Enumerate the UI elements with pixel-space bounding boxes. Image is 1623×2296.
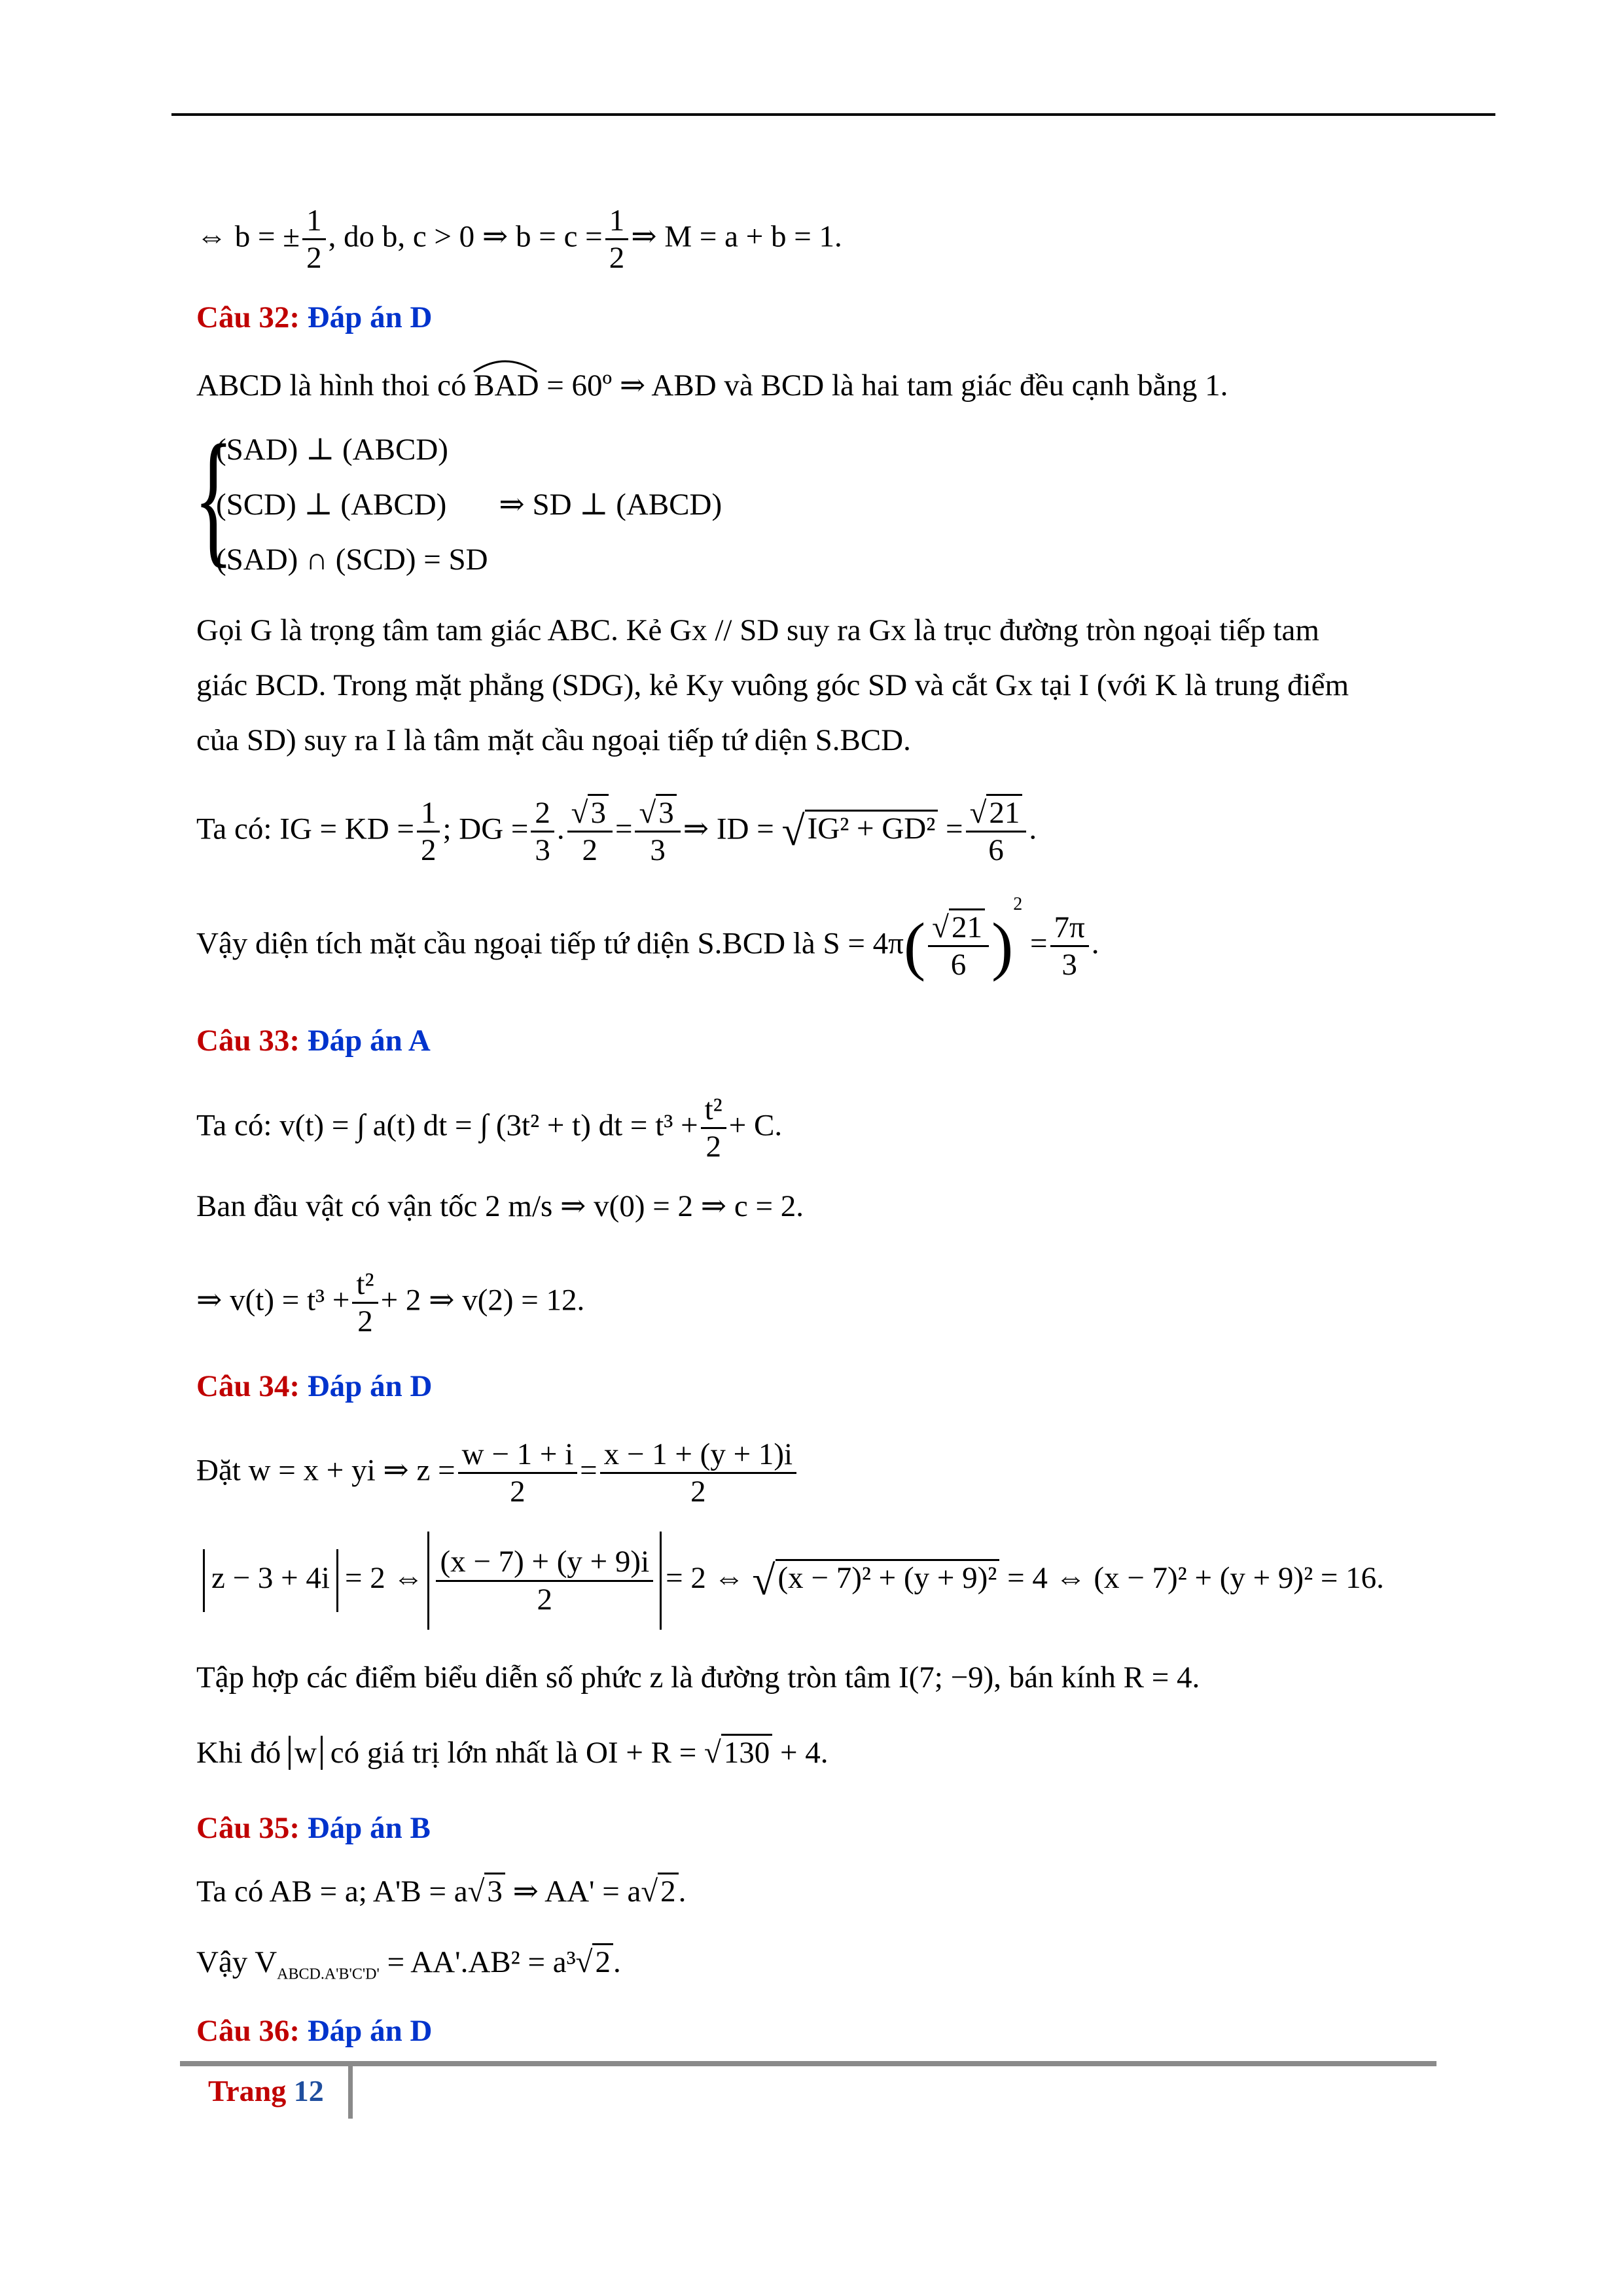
radicand: IG² + GD² [805, 810, 938, 846]
sqrt: √21 [970, 794, 1023, 830]
q34-max-line [196, 1738, 829, 1768]
numerator: 7π [1050, 910, 1089, 947]
q34-modulus-line [196, 1532, 1384, 1630]
text: . [1029, 812, 1037, 846]
text: . [556, 812, 565, 846]
denominator: 2 [420, 833, 437, 868]
text: = [946, 812, 963, 846]
answer-label: Đáp án B [307, 1811, 431, 1845]
denominator: 2 [609, 241, 625, 276]
question-label: Câu 34: [196, 1369, 300, 1403]
numerator [966, 795, 1027, 833]
answer-label: Đáp án D [307, 1369, 433, 1403]
text: ABCD là hình thoi có [196, 368, 467, 403]
fraction [417, 795, 440, 868]
denominator: 3 [535, 833, 550, 868]
numerator: 1 [605, 203, 629, 240]
answer-label: Đáp án D [307, 2014, 433, 2048]
text: ⇒ v(t) = t³ + [196, 1283, 350, 1318]
sqrt: √3 [468, 1873, 505, 1909]
text: Ta có: v(t) = ∫ a(t) dt = ∫ (3t² + t) dt = t³ + [196, 1108, 698, 1143]
fraction [635, 795, 680, 868]
fraction [352, 1266, 378, 1339]
line-b-value [196, 203, 842, 276]
q35-volume-line [196, 1947, 621, 1982]
denominator: 6 [988, 833, 1004, 868]
q32-area-line: Vậy diện tích mặt cầu ngoại tiếp tứ diện S.BCD là S = 4π( $\frac{√21}{6}$ )$^2$ = $\frac{7\pi}{3}$ . [196, 893, 1099, 982]
denominator: 2 [690, 1475, 706, 1509]
text: = 60º ⇒ ABD và BCD là hai tam giác đều cạnh bằng 1. [546, 368, 1228, 403]
fraction [966, 795, 1027, 868]
q32-calc-line [196, 795, 1037, 868]
paragraph-line: Gọi G là trọng tâm tam giác ABC. Kẻ Gx // SD suy ra Gx là trục đường tròn ngoại tiếp tam [196, 613, 1319, 647]
numerator: w − 1 + i [458, 1437, 578, 1474]
answer-label: Đáp án D [307, 300, 433, 334]
text: ⇒ M = a + b = 1. [631, 219, 842, 254]
text: Vậy V [196, 1945, 277, 1979]
fraction [567, 795, 613, 868]
text: . [1091, 926, 1099, 961]
text: , do b, c > 0 ⇒ b = c = [328, 219, 603, 254]
text: = [1030, 926, 1048, 961]
q33-result-line [196, 1266, 584, 1339]
text: + C. [728, 1108, 783, 1143]
radicand: 2 [658, 1873, 679, 1909]
text: Ta có AB = a; A'B = a [196, 1874, 468, 1909]
header-rule [171, 113, 1495, 116]
fraction [1050, 910, 1089, 982]
denominator: 2 [306, 241, 322, 276]
subscript: ABCD.A'B'C'D' [277, 1965, 380, 1983]
q33-heading [196, 1026, 431, 1056]
numerator [928, 910, 989, 947]
sqrt: √21 [932, 908, 985, 944]
numerator: t² [701, 1092, 726, 1129]
text: z − 3 + 4i [211, 1560, 330, 1595]
fraction [928, 910, 989, 982]
sqrt: √2 [641, 1873, 678, 1909]
text: ; DG = [442, 812, 529, 846]
radicand: (x − 7)² + (y + 9)² [776, 1559, 1000, 1595]
exponent: 2 [1013, 893, 1023, 914]
text: . [678, 1874, 687, 1909]
denominator: 3 [650, 833, 666, 868]
q33-initial-line: Ban đầu vật có vận tốc 2 m/s ⇒ v(0) = 2 ⇒ c = 2. [196, 1189, 804, 1223]
q34-heading [196, 1371, 432, 1402]
radicand: 3 [484, 1873, 505, 1909]
fraction [531, 795, 554, 868]
text: Khi đó [196, 1736, 281, 1770]
text: + 2 ⇒ v(2) = 12. [380, 1283, 585, 1318]
fraction [436, 1544, 653, 1617]
text: ⇒ SD ⊥ (ABCD) [499, 488, 722, 522]
radicand: 3 [656, 794, 677, 830]
fraction [458, 1437, 578, 1509]
text: Đặt w = x + yi ⇒ z = [196, 1453, 455, 1488]
abs-bar [336, 1549, 338, 1612]
question-label: Câu 35: [196, 1811, 300, 1845]
paragraph-line: giác BCD. Trong mặt phẳng (SDG), kẻ Ky vuông góc SD và cắt Gx tại I (với K là trung điểm [196, 668, 1349, 702]
numerator [635, 795, 680, 833]
footer-divider [348, 2066, 353, 2119]
denominator: 2 [582, 833, 598, 868]
text: ⇔ b = ± [196, 219, 300, 254]
text: ⇒ ID = [683, 812, 774, 846]
denominator: 2 [537, 1582, 553, 1617]
numerator: x − 1 + (y + 1)i [600, 1437, 796, 1474]
system-line-3: (SAD) ∩ (SCD) = SD [216, 543, 488, 577]
text: ⇒ AA' = a [512, 1874, 641, 1909]
paragraph-line: của SD) suy ra I là tâm mặt cầu ngoại tiếp tứ diện S.BCD. [196, 723, 911, 757]
radicand: 21 [986, 794, 1022, 830]
angle-bad [474, 370, 539, 401]
text: = [615, 812, 633, 846]
sqrt: √3 [639, 794, 676, 830]
page-number: 12 [293, 2074, 324, 2108]
numerator: 1 [417, 795, 440, 833]
answer-label: Đáp án A [307, 1024, 431, 1058]
q32-heading [196, 302, 432, 333]
text: (SCD) ⊥ (ABCD) [216, 488, 447, 522]
text: = [580, 1453, 597, 1488]
numerator: t² [352, 1266, 378, 1304]
radicand: 21 [949, 908, 985, 944]
text: + 4. [780, 1736, 829, 1770]
sqrt: √3 [571, 794, 609, 830]
text: Ta có: IG = KD = [196, 812, 414, 846]
text: = 4 ⇔ (x − 7)² + (y + 9)² = 16. [1007, 1560, 1384, 1595]
question-label: Câu 36: [196, 2014, 300, 2048]
fraction [302, 203, 326, 276]
text: . [613, 1945, 621, 1979]
denominator: 3 [1061, 948, 1077, 982]
text: có giá trị lớn nhất là OI + R = [330, 1736, 697, 1770]
abs-bar [660, 1532, 662, 1630]
sqrt: √2 [576, 1943, 613, 1979]
angle-text: BAD [474, 368, 539, 403]
abs-w: w [289, 1736, 323, 1770]
fraction [605, 203, 629, 276]
denominator: 6 [950, 948, 967, 982]
abs-bar [203, 1549, 205, 1612]
system-line-2 [216, 490, 722, 520]
q34-circle-line: Tập hợp các điểm biểu diễn số phức z là đường tròn tâm I(7; −9), bán kính R = 4. [196, 1660, 1200, 1695]
fraction [600, 1437, 796, 1509]
q32-rhombus-line [196, 370, 1228, 401]
system-brace: { [194, 414, 234, 581]
radicand: 130 [721, 1734, 773, 1770]
system-line-1: (SAD) ⊥ (ABCD) [216, 433, 448, 467]
numerator: 2 [531, 795, 554, 833]
abs-bar [427, 1532, 429, 1630]
q33-velocity-line [196, 1092, 782, 1164]
page-footer [208, 2073, 324, 2108]
denominator: 2 [510, 1475, 526, 1509]
q35-length-line [196, 1876, 686, 1907]
text: = 2 ⇔ [666, 1560, 745, 1595]
sqrt: √(x − 7)² + (y + 9)² [752, 1561, 999, 1595]
denominator: 2 [705, 1130, 721, 1164]
page-label: Trang [208, 2074, 287, 2108]
radicand: 3 [588, 794, 609, 830]
text: = AA'.AB² = a³ [387, 1945, 576, 1979]
fraction [701, 1092, 726, 1164]
numerator: 1 [302, 203, 326, 240]
question-label: Câu 32: [196, 300, 300, 334]
numerator [567, 795, 613, 833]
angle-hat-icon [473, 353, 538, 373]
text: Vậy diện tích mặt cầu ngoại tiếp tứ diện S.BCD là S = 4π [196, 926, 904, 961]
radicand: 2 [592, 1943, 613, 1979]
question-label: Câu 33: [196, 1024, 300, 1058]
footer-rule [180, 2061, 1436, 2066]
q36-heading [196, 2016, 432, 2047]
q34-substitution-line [196, 1437, 799, 1509]
q35-heading [196, 1813, 431, 1844]
text: = 2 ⇔ [344, 1560, 424, 1595]
sqrt: √130 [704, 1734, 772, 1770]
numerator: (x − 7) + (y + 9)i [436, 1544, 653, 1581]
sqrt: √IG² + GD² [782, 812, 938, 846]
denominator: 2 [357, 1304, 373, 1339]
